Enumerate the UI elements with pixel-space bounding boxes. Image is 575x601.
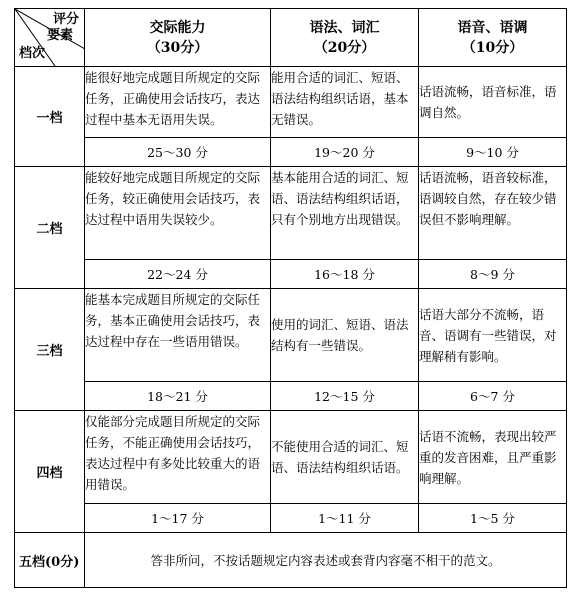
score-cell: 25～30 分 [85,138,271,167]
description-cell: 能基本完成题目所规定的交际任务，基本正确使用会话技巧，表达过程中存在一些语用错误。 [85,289,271,382]
grade-row-3 [15,289,567,382]
description-cell: 话语不流畅，表现出较严重的发音困难，且严重影响理解。 [419,411,567,504]
corner-cell [15,9,85,67]
score-row-2 [15,260,567,289]
grade-label: 一档 [15,67,85,167]
column-header-communication [85,9,271,67]
column-title: 语音、语调 [457,19,528,36]
grade-row-5 [15,533,567,588]
description-cell: 话语流畅，语音较标准，语调较自然，存在较少错误但不影响理解。 [419,167,567,260]
corner-label-top: 评分 [53,12,80,27]
corner-label-bottom: 档次 [19,46,46,61]
score-row-4 [15,504,567,533]
column-points: （10分） [461,39,524,56]
description-cell: 话语大部分不流畅，语音、语调有一些错误，对理解稍有影响。 [419,289,567,382]
score-cell: 6～7 分 [419,382,567,411]
grade-label: 四档 [15,411,85,533]
column-points: （20分） [313,39,376,56]
score-cell: 1～11 分 [271,504,419,533]
score-cell: 8～9 分 [419,260,567,289]
score-cell: 1～17 分 [85,504,271,533]
score-cell: 1～5 分 [419,504,567,533]
score-cell: 9～10 分 [419,138,567,167]
description-cell: 仅能部分完成题目所规定的交际任务，不能正确使用会话技巧，表达过程中有多处比较重大的语用错误。 [85,411,271,504]
corner-label-mid: 要素 [47,28,74,43]
scoring-rubric-table [14,8,567,588]
grade-row-4 [15,411,567,504]
grade-row-1 [15,67,567,138]
description-cell: 能用合适的词汇、短语、语法结构组织话语，基本无错误。 [271,67,419,138]
score-row-1 [15,138,567,167]
description-cell: 能较好地完成题目所规定的交际任务，较正确使用会话技巧，表达过程中语用失误较少。 [85,167,271,260]
grade-label: 二档 [15,167,85,289]
column-title: 语法、词汇 [309,19,380,36]
column-header-pronunciation [419,9,567,67]
description-cell: 话语流畅，语音标准，语调自然。 [419,67,567,138]
header-row [15,9,567,67]
column-title: 交际能力 [149,19,206,36]
description-cell: 不能使用合适的词汇、短语、语法结构组织话语。 [271,411,419,504]
description-cell: 使用的词汇、短语、语法结构有一些错误。 [271,289,419,382]
column-points: （30分） [146,39,209,56]
score-row-3 [15,382,567,411]
grade-label: 三档 [15,289,85,411]
description-cell: 基本能用合适的词汇、短语、语法结构组织话语，只有个别地方出现错误。 [271,167,419,260]
score-cell: 16～18 分 [271,260,419,289]
score-cell: 18～21 分 [85,382,271,411]
grade-label: 五档(0分) [15,533,85,588]
grade-row-2 [15,167,567,260]
score-cell: 22～24 分 [85,260,271,289]
column-header-grammar [271,9,419,67]
score-cell: 12～15 分 [271,382,419,411]
description-cell: 能很好地完成题目所规定的交际任务，正确使用会话技巧，表达过程中基本无语用失误。 [85,67,271,138]
description-cell: 答非所问，不按话题规定内容表述或套背内容毫不相干的范文。 [85,533,567,588]
score-cell: 19～20 分 [271,138,419,167]
